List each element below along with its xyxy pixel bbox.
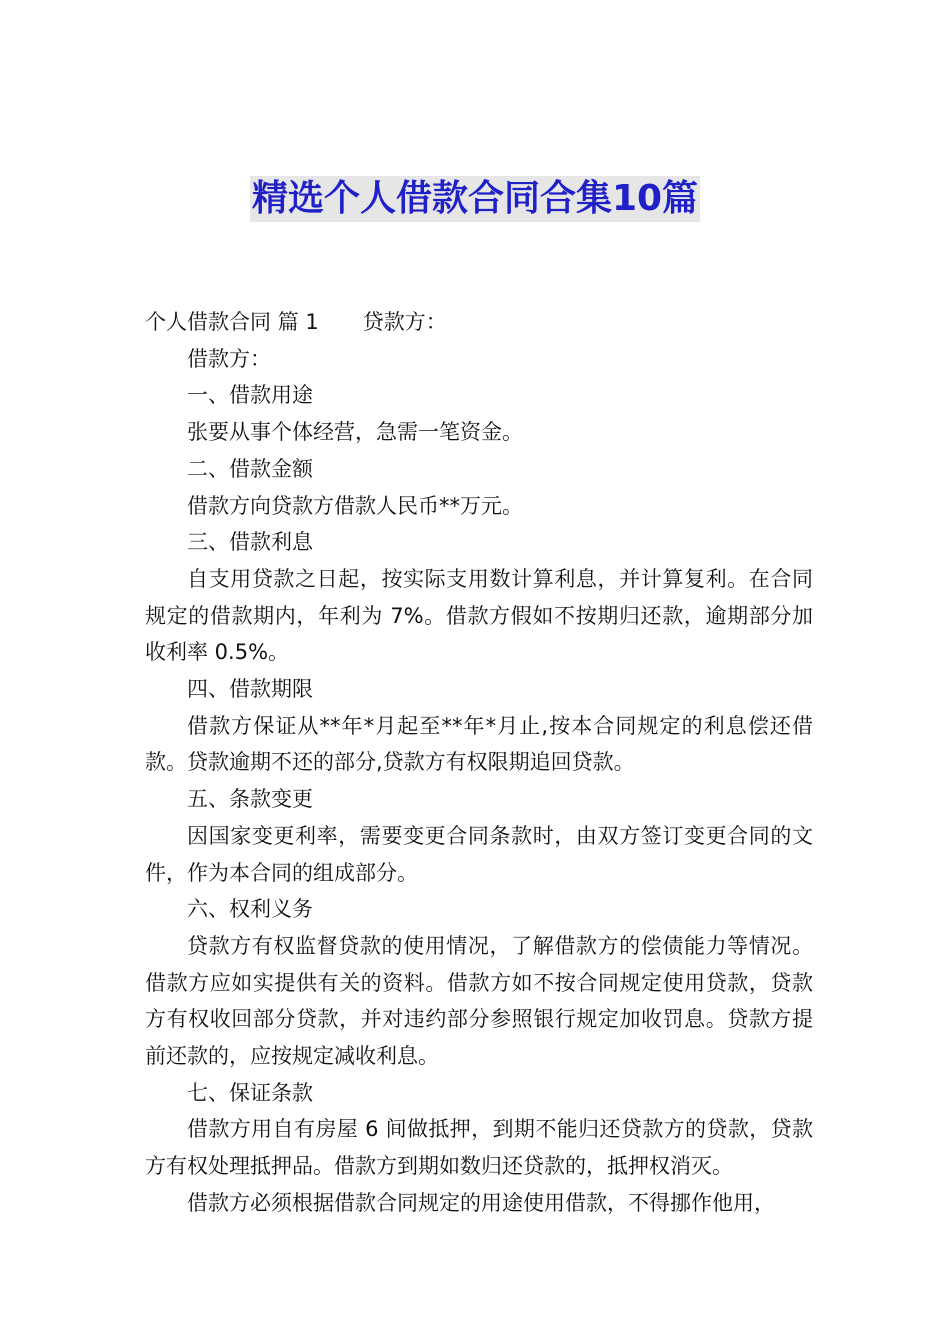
section-heading: 三、借款利息 (187, 530, 313, 555)
section-heading: 四、借款期限 (187, 677, 313, 702)
section-heading: 一、借款用途 (187, 383, 313, 408)
contract-heading: 个人借款合同 篇 1 (145, 310, 319, 334)
section-heading: 五、条款变更 (187, 787, 313, 812)
section-heading: 七、保证条款 (187, 1080, 313, 1105)
section-heading: 二、借款金额 (187, 456, 313, 481)
paragraph: 张要从事个体经营，急需一笔资金。 (187, 420, 523, 445)
paragraph: 因国家变更利率，需要变更合同条款时，由双方签订变更合同的文件，作为本合同的组成部分。 (145, 823, 813, 885)
document-title: 精选个人借款合同合集10篇 (250, 176, 700, 222)
paragraph: 贷款方有权监督贷款的使用情况，了解借款方的偿债能力等情况。借款方应如实提供有关的资料。借款方如不按合同规定使用贷款，贷款方有权收回部分贷款，并对违约部分参照银行规定加收罚息。贷款方提前还款的，应按规定减收利息。 (145, 933, 813, 1069)
paragraph: 借款方向贷款方借款人民币**万元。 (187, 493, 523, 518)
title-container (0, 176, 950, 222)
first-line (145, 304, 813, 341)
document-body (145, 304, 813, 1222)
paragraph: 借款方保证从**年*月起至**年*月止,按本合同规定的利息偿还借款。贷款逾期不还的部分,贷款方有权限期追回贷款。 (145, 713, 813, 775)
lender-label: 贷款方： (362, 310, 447, 334)
section-heading: 六、权利义务 (187, 897, 313, 922)
paragraph: 借款方必须根据借款合同规定的用途使用借款，不得挪作他用， (187, 1190, 775, 1215)
paragraph: 借款方用自有房屋 6 间做抵押，到期不能归还贷款方的贷款，贷款方有权处理抵押品。借款方到期如数归还贷款的，抵押权消灭。 (145, 1117, 813, 1179)
paragraph: 自支用贷款之日起，按实际支用数计算利息，并计算复利。在合同规定的借款期内，年利为 7%。借款方假如不按期归还款，逾期部分加收利率 0.5%。 (145, 566, 813, 665)
paragraph: 借款方： (187, 346, 271, 371)
